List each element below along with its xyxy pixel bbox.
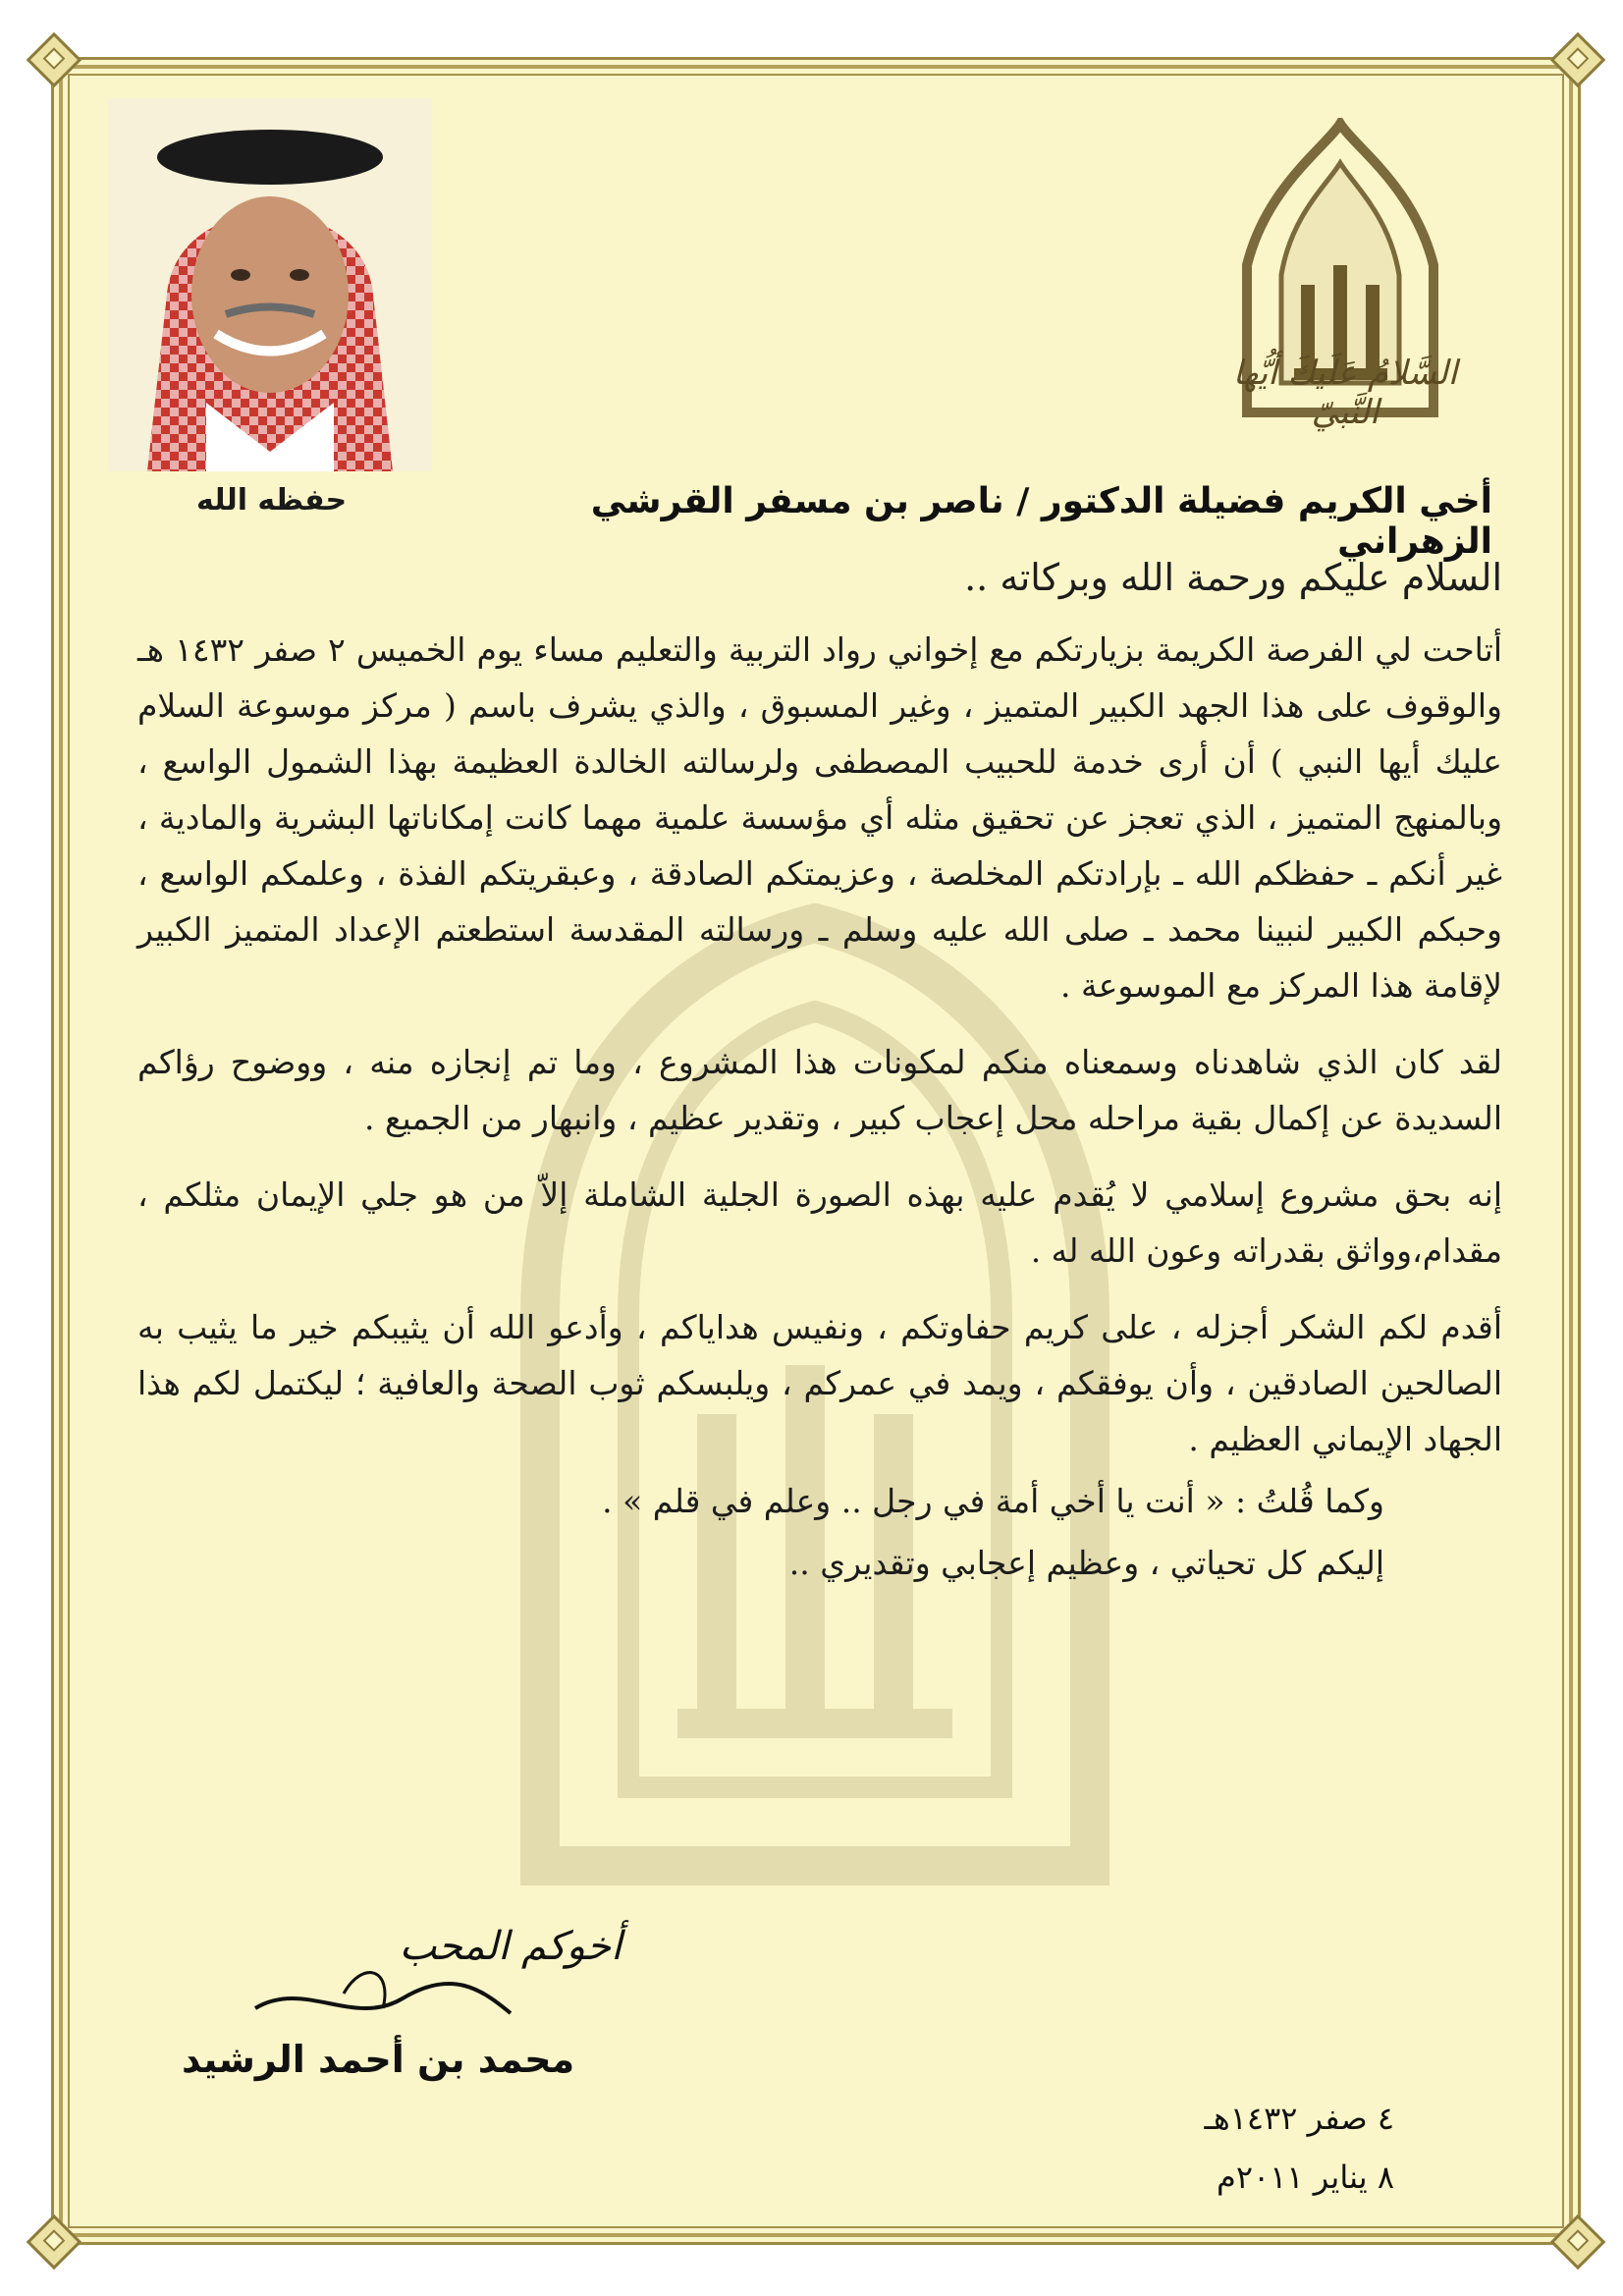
signatory-name: محمد بن أحمد الرشيد <box>182 2038 575 2081</box>
portrait-photo <box>108 98 432 471</box>
corner-ornament-bottom-right <box>1550 2214 1606 2270</box>
photo-caption: حفظه الله <box>196 483 348 518</box>
corner-ornament-top-left <box>27 32 82 88</box>
closing-line: إليكم كل تحياتي ، وعظيم إعجابي وتقديري .. <box>788 1544 1384 1582</box>
paragraph-2: لقد كان الذي شاهدناه وسمعناه منكم لمكونات هذا المشروع ، وما تم إنجازه منه ، ووضوح رؤاكم السديدة عن إكمال بقية مراحله محل إعجاب كبير ، وتقدير عظيم ، وانبهار من الجميع . <box>137 1043 1502 1137</box>
handwritten-salutation: أخوكم المحب <box>399 1924 622 1969</box>
corner-ornament-bottom-left <box>27 2214 82 2270</box>
greeting: السلام عليكم ورحمة الله وبركاته .. <box>964 556 1502 599</box>
paragraph-3: إنه بحق مشروع إسلامي لا يُقدم عليه بهذه الصورة الجلية الشاملة إلاّ من هو جلي الإيمان مثلكم ، مقدام،وواثق بقدراته وعون الله له . <box>137 1175 1502 1270</box>
addressee-line: أخي الكريم فضيلة الدكتور / ناصر بن مسفر القرشي الزهراني <box>590 481 1492 562</box>
letter-body <box>137 550 1502 1612</box>
paragraph-1: أتاحت لي الفرصة الكريمة بزيارتكم مع إخواني رواد التربية والتعليم مساء يوم الخميس ٢ صفر ١٤٣٢ هـ والوقوف على هذا الجهد الكبير المتميز ، وغير المسبوق ، والذي يشرف باسم ( مركز موسوعة السلام عليك أيها النبي ) أن أرى خدمة للحبيب المصطفى ولرسالته الخالدة العظيمة بهذا الشمول الواسع ، وبالمنهج المتميز ، الذي تعجز عن تحقيق مثله أي مؤسسة علمية مهما كانت إمكاناتها البشرية والمادية ، غير أنكم ـ حفظكم الله ـ بإرادتكم المخلصة ، وعزيمتكم الصادقة ، وعبقريتكم الفذة ، وعلمكم الواسع ، وحبكم الكبير لنبينا محمد ـ صلى الله عليه وسلم ـ ورسالته المقدسة استطعتم الإعداد المتميز الكبير لإقامة هذا المركز مع الموسوعة . <box>137 630 1503 1005</box>
date-hijri: ٤ صفر ١٤٣٢هـ <box>1204 2100 1394 2137</box>
paragraph-4: أقدم لكم الشكر أجزله ، على كريم حفاوتكم ، ونفيس هداياكم ، وأدعو الله أن يثيبكم خير ما يثيب به الصالحين الصادقين ، وأن يوفقكم ، ويمد في عمركم ، ويلبسكم ثوب الصحة والعافية ؛ ليكتمل لكم هذا الجهاد الإيماني العظيم . <box>137 1308 1502 1458</box>
date-gregorian: ٨ يناير ٢٠١١م <box>1217 2159 1394 2196</box>
logo-caption: السَّلامُ عَلَيكَ أيُّها النَّبيّ <box>1232 354 1458 432</box>
person-portrait-icon <box>108 98 432 471</box>
quote-line: وكما قُلتُ : « أنت يا أخي أمة في رجل .. وعلم في قلم » . <box>602 1482 1384 1520</box>
corner-ornament-top-right <box>1550 32 1606 88</box>
